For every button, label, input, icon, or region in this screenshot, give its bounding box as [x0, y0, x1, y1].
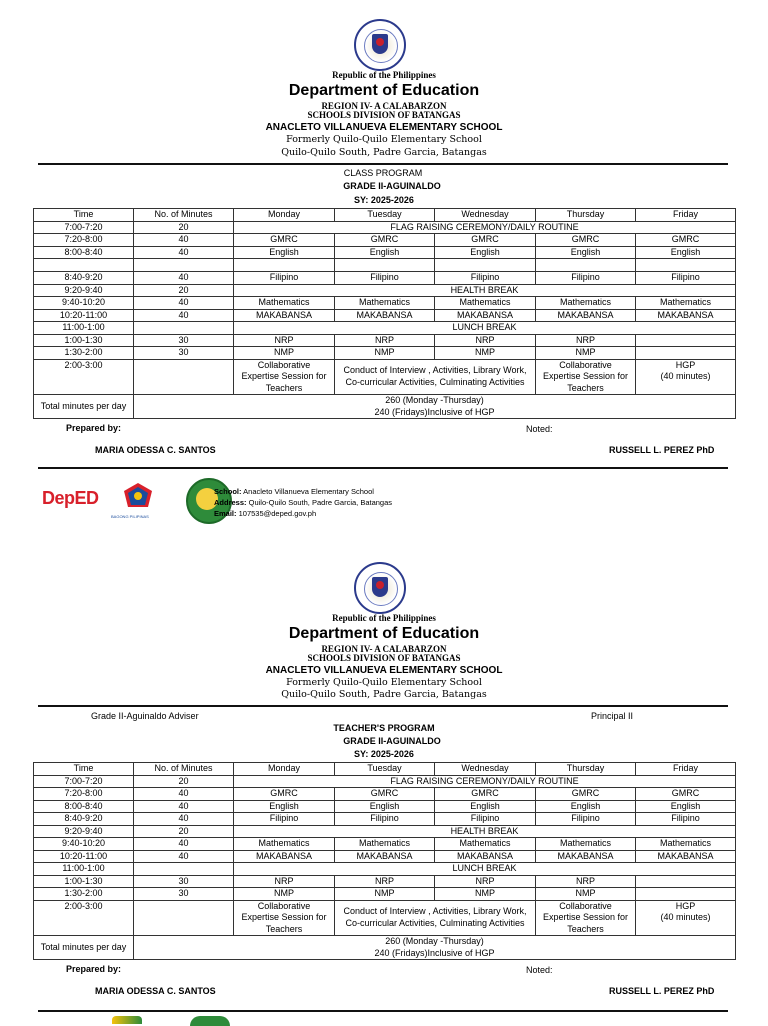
deped-seal-icon [354, 562, 406, 614]
subject-cell: MAKABANSA [234, 309, 335, 322]
minutes-cell: 40 [134, 788, 234, 801]
minutes-cell [134, 359, 234, 395]
subject-cell: English [536, 800, 636, 813]
subject-cell: NMP [536, 347, 636, 360]
subject-cell: MAKABANSA [335, 309, 435, 322]
subject-cell: NMP [335, 347, 435, 360]
subject-cell: Filipino [335, 813, 435, 826]
class-program-table [33, 208, 736, 419]
time-cell: 2:00-3:00 [34, 900, 134, 936]
header-divider [38, 705, 728, 707]
table-row [34, 334, 736, 347]
department-title: Department of Education [288, 82, 480, 99]
bagong-pilipinas-logo-icon [118, 481, 158, 511]
time-cell: 7:20-8:00 [34, 788, 134, 801]
flag-raising-cell: FLAG RAISING CEREMONY/DAILY ROUTINE [234, 221, 736, 234]
minutes-cell: 30 [134, 875, 234, 888]
deped-logo-text: DepED [42, 488, 99, 508]
address-label: Address: [214, 498, 247, 507]
table-header: No. of Minutes [134, 763, 234, 776]
minutes-cell: 40 [134, 272, 234, 285]
division-text: SCHOOLS DIVISION OF BATANGAS [307, 110, 461, 120]
total-mon-thu: 260 (Monday -Thursday) [385, 936, 484, 946]
table-row [34, 297, 736, 310]
subject-cell: English [536, 246, 636, 259]
subject-cell: NRP [536, 875, 636, 888]
table-row [34, 936, 736, 960]
table-row [34, 359, 736, 395]
subject-cell: English [636, 246, 736, 259]
subject-cell: GMRC [435, 788, 536, 801]
teacher-program-table [33, 762, 736, 960]
subject-cell: NRP [335, 875, 435, 888]
table-header: Friday [636, 763, 736, 776]
address-text: Quilo-Quilo South, Padre Garcia, Batangas [281, 689, 487, 700]
subject-cell: NMP [335, 888, 435, 901]
minutes-cell [134, 322, 234, 335]
table-header: Thursday [536, 763, 636, 776]
minutes-cell: 30 [134, 347, 234, 360]
email-label: Email: [214, 509, 237, 518]
minutes-cell: 40 [134, 800, 234, 813]
subject-cell: Mathematics [536, 838, 636, 851]
collab-cell: Collaborative Expertise Session for Teachers [234, 359, 335, 395]
subject-cell: NMP [536, 888, 636, 901]
deped-seal-icon [354, 19, 406, 71]
total-fri: 240 (Fridays)Inclusive of HGP [374, 406, 495, 417]
email-value: 107535@deped.gov.ph [238, 509, 317, 518]
hgp-cell [636, 900, 736, 936]
subject-cell: NMP [234, 888, 335, 901]
total-mon-thu: 260 (Monday -Thursday) [385, 395, 484, 405]
table-header: Tuesday [335, 209, 435, 222]
collab-cell: Collaborative Expertise Session for Teachers [234, 900, 335, 936]
subject-cell: GMRC [536, 788, 636, 801]
empty-row [34, 259, 736, 272]
minutes-cell: 20 [134, 775, 234, 788]
table-header-row [34, 763, 736, 776]
subject-cell: Filipino [536, 813, 636, 826]
school-logo-icon [190, 1016, 230, 1026]
subject-cell: MAKABANSA [536, 850, 636, 863]
subject-cell: English [234, 800, 335, 813]
time-cell: 7:00-7:20 [34, 221, 134, 234]
time-cell: 9:40-10:20 [34, 838, 134, 851]
subject-cell: GMRC [536, 234, 636, 247]
principal-role: Principal II [591, 711, 634, 721]
table-row [34, 272, 736, 285]
subject-cell: MAKABANSA [234, 850, 335, 863]
school-value: Anacleto Villanueva Elementary School [243, 487, 374, 496]
formerly-text: Formerly Quilo-Quilo Elementary School [286, 677, 482, 688]
subject-cell: NRP [234, 334, 335, 347]
subject-cell: Mathematics [536, 297, 636, 310]
preparer-name: MARIA ODESSA C. SANTOS [95, 445, 216, 455]
time-cell: 8:40-9:20 [34, 813, 134, 826]
time-cell: 8:00-8:40 [34, 246, 134, 259]
subject-cell: GMRC [335, 788, 435, 801]
preparer-name: MARIA ODESSA C. SANTOS [95, 986, 216, 996]
subject-cell: Mathematics [636, 838, 736, 851]
table-row [34, 246, 736, 259]
noted-label: Noted: [526, 965, 553, 975]
table-header: Thursday [536, 209, 636, 222]
table-row [34, 347, 736, 360]
subject-cell: GMRC [636, 234, 736, 247]
subject-cell: Mathematics [435, 297, 536, 310]
subject-cell: NRP [435, 334, 536, 347]
table-row [34, 838, 736, 851]
minutes-cell [134, 863, 234, 876]
school-name: ANACLETO VILLANUEVA ELEMENTARY SCHOOL [265, 665, 503, 676]
subject-cell: MAKABANSA [636, 850, 736, 863]
total-label-cell: Total minutes per day [34, 936, 134, 960]
subject-cell: Filipino [234, 272, 335, 285]
bagong-pilipinas-logo-icon [112, 1016, 142, 1024]
subject-cell [636, 888, 736, 901]
time-cell: 1:30-2:00 [34, 347, 134, 360]
minutes-cell: 40 [134, 234, 234, 247]
table-row [34, 900, 736, 936]
table-header: Monday [234, 763, 335, 776]
table-row [34, 221, 736, 234]
subject-cell: Mathematics [335, 297, 435, 310]
subject-cell: MAKABANSA [435, 850, 536, 863]
subject-cell: Filipino [234, 813, 335, 826]
table-row [34, 850, 736, 863]
hgp-minutes: (40 minutes) [660, 912, 711, 922]
collab-cell: Collaborative Expertise Session for Teachers [536, 900, 636, 936]
time-cell: 9:40-10:20 [34, 297, 134, 310]
time-cell: 2:00-3:00 [34, 359, 134, 395]
subject-cell: MAKABANSA [536, 309, 636, 322]
time-cell: 8:40-9:20 [34, 272, 134, 285]
subject-cell: NRP [234, 875, 335, 888]
subject-cell: GMRC [335, 234, 435, 247]
program-grade: GRADE II-AGUINALDO [343, 181, 441, 191]
time-cell: 11:00-1:00 [34, 322, 134, 335]
noted-label: Noted: [526, 424, 553, 434]
time-cell: 8:00-8:40 [34, 800, 134, 813]
program-title: TEACHER'S PROGRAM [333, 723, 435, 733]
health-break-cell: HEALTH BREAK [234, 284, 736, 297]
hgp-cell [636, 359, 736, 395]
subject-cell: Mathematics [435, 838, 536, 851]
address-text: Quilo-Quilo South, Padre Garcia, Batangas [281, 147, 487, 158]
minutes-cell [134, 900, 234, 936]
table-header: Friday [636, 209, 736, 222]
minutes-cell: 40 [134, 297, 234, 310]
subject-cell: English [435, 246, 536, 259]
footer-contact [214, 486, 392, 519]
footer-divider [38, 1010, 728, 1012]
hgp-minutes: (40 minutes) [660, 371, 711, 381]
table-row [34, 888, 736, 901]
time-cell: 9:20-9:40 [34, 825, 134, 838]
minutes-cell: 30 [134, 334, 234, 347]
table-row [34, 775, 736, 788]
table-row [34, 309, 736, 322]
table-row [34, 875, 736, 888]
time-cell: 7:00-7:20 [34, 775, 134, 788]
time-cell: 1:00-1:30 [34, 334, 134, 347]
minutes-cell: 30 [134, 888, 234, 901]
hgp-label: HGP [675, 900, 696, 911]
subject-cell: Filipino [536, 272, 636, 285]
time-cell: 1:00-1:30 [34, 875, 134, 888]
minutes-cell: 20 [134, 825, 234, 838]
health-break-cell: HEALTH BREAK [234, 825, 736, 838]
subject-cell: English [335, 800, 435, 813]
subject-cell: GMRC [435, 234, 536, 247]
program-grade: GRADE II-AGUINALDO [343, 736, 441, 746]
table-header: Tuesday [335, 763, 435, 776]
adviser-role: Grade II-Aguinaldo Adviser [91, 711, 199, 721]
subject-cell [636, 334, 736, 347]
subject-cell: English [234, 246, 335, 259]
subject-cell: Filipino [435, 272, 536, 285]
table-row [34, 322, 736, 335]
subject-cell: Filipino [335, 272, 435, 285]
prepared-by-label: Prepared by: [66, 964, 122, 974]
subject-cell: GMRC [234, 234, 335, 247]
time-cell: 9:20-9:40 [34, 284, 134, 297]
school-label: School: [214, 487, 242, 496]
table-header: Wednesday [435, 763, 536, 776]
total-value-cell [134, 395, 736, 419]
table-header: Time [34, 209, 134, 222]
subject-cell: MAKABANSA [435, 309, 536, 322]
table-row [34, 825, 736, 838]
minutes-cell: 40 [134, 813, 234, 826]
school-name: ANACLETO VILLANUEVA ELEMENTARY SCHOOL [265, 122, 503, 133]
table-row [34, 813, 736, 826]
division-text: SCHOOLS DIVISION OF BATANGAS [307, 653, 461, 663]
total-label-cell: Total minutes per day [34, 395, 134, 419]
lunch-break-cell: LUNCH BREAK [234, 863, 736, 876]
program-title: CLASS PROGRAM [343, 168, 423, 178]
subject-cell: NMP [435, 347, 536, 360]
subject-cell [636, 875, 736, 888]
subject-cell: GMRC [636, 788, 736, 801]
subject-cell: Mathematics [636, 297, 736, 310]
table-row [34, 788, 736, 801]
table-row [34, 284, 736, 297]
collab-cell: Collaborative Expertise Session for Teachers [536, 359, 636, 395]
subject-cell: Filipino [435, 813, 536, 826]
prepared-by-label: Prepared by: [66, 423, 122, 433]
subject-cell: GMRC [234, 788, 335, 801]
deped-logo [42, 488, 99, 509]
subject-cell: English [636, 800, 736, 813]
header-divider [38, 163, 728, 165]
principal-name: RUSSELL L. PEREZ PhD [609, 986, 715, 996]
conduct-cell: Conduct of Interview , Activities, Library Work, Co-curricular Activities, Culminating Activities [335, 359, 536, 395]
table-header: Time [34, 763, 134, 776]
region-text: REGION IV- A CALABARZON [321, 101, 447, 111]
minutes-cell: 40 [134, 246, 234, 259]
subject-cell: NMP [234, 347, 335, 360]
subject-cell [636, 347, 736, 360]
subject-cell: Filipino [636, 813, 736, 826]
subject-cell: NMP [435, 888, 536, 901]
time-cell: 10:20-11:00 [34, 309, 134, 322]
bagong-text: BAGONG PILIPINAS [111, 514, 149, 519]
minutes-cell: 20 [134, 221, 234, 234]
program-sy: SY: 2025-2026 [354, 195, 414, 205]
table-row [34, 395, 736, 419]
lunch-break-cell: LUNCH BREAK [234, 322, 736, 335]
program-sy: SY: 2025-2026 [354, 749, 414, 759]
subject-cell: Mathematics [335, 838, 435, 851]
time-cell: 1:30-2:00 [34, 888, 134, 901]
time-cell: 10:20-11:00 [34, 850, 134, 863]
minutes-cell: 40 [134, 850, 234, 863]
time-cell: 7:20-8:00 [34, 234, 134, 247]
minutes-cell: 40 [134, 838, 234, 851]
total-fri: 240 (Fridays)Inclusive of HGP [374, 947, 495, 958]
subject-cell: NRP [536, 334, 636, 347]
table-header-row [34, 209, 736, 222]
footer-divider [38, 467, 728, 469]
subject-cell: NRP [335, 334, 435, 347]
table-row [34, 800, 736, 813]
subject-cell: MAKABANSA [636, 309, 736, 322]
hgp-label: HGP [675, 359, 696, 370]
minutes-cell: 20 [134, 284, 234, 297]
table-header: No. of Minutes [134, 209, 234, 222]
subject-cell: Filipino [636, 272, 736, 285]
minutes-cell: 40 [134, 309, 234, 322]
flag-raising-cell: FLAG RAISING CEREMONY/DAILY ROUTINE [234, 775, 736, 788]
subject-cell: NRP [435, 875, 536, 888]
formerly-text: Formerly Quilo-Quilo Elementary School [286, 134, 482, 145]
table-row [34, 234, 736, 247]
table-header: Wednesday [435, 209, 536, 222]
subject-cell: MAKABANSA [335, 850, 435, 863]
department-title: Department of Education [288, 625, 480, 642]
subject-cell: English [435, 800, 536, 813]
table-row [34, 863, 736, 876]
republic-text: Republic of the Philippines [332, 70, 436, 80]
address-value: Quilo-Quilo South, Padre Garcia, Batangas [248, 498, 393, 507]
total-value-cell [134, 936, 736, 960]
republic-text: Republic of the Philippines [332, 613, 436, 623]
time-cell: 11:00-1:00 [34, 863, 134, 876]
subject-cell: Mathematics [234, 297, 335, 310]
table-header: Monday [234, 209, 335, 222]
subject-cell: English [335, 246, 435, 259]
subject-cell: Mathematics [234, 838, 335, 851]
conduct-cell: Conduct of Interview , Activities, Library Work, Co-curricular Activities, Culminating Activities [335, 900, 536, 936]
region-text: REGION IV- A CALABARZON [321, 644, 447, 654]
principal-name: RUSSELL L. PEREZ PhD [609, 445, 715, 455]
